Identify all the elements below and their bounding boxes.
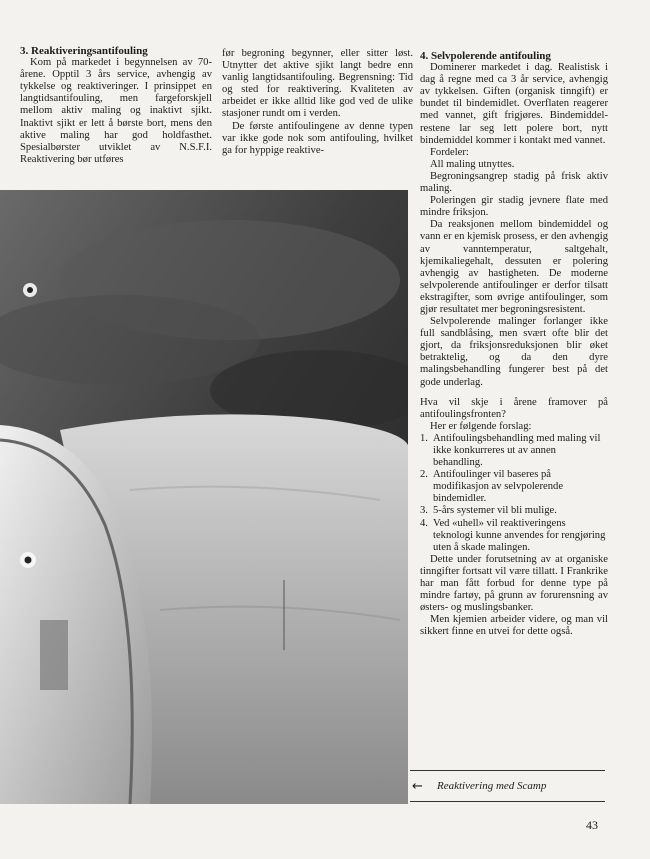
section-3-paragraph-2: De første antifoulingene av denne typen var ikke gode nok som antifouling, hvilket ga for hyppige reaktive- (222, 120, 413, 156)
future-question: Hva vil skje i årene framover på antifoulingsfronten? (420, 396, 608, 420)
fordeler-label: Fordeler: (430, 146, 469, 158)
column-left (20, 45, 212, 166)
section-4-paragraph-2: Da reaksjonen mellom bindemiddel og vann er en kjemisk prosess, er den avhengig av vanntemperatur, saltgehalt, kjemikaliegehalt, dessuten er polering avhengig av hastigheten. De moderne selvpolerende antifoulinger er derfor tilsatt ekstragifter, som øvrige antifoulinger, som gjør resultatet mer begroningsresistent. (420, 219, 608, 315)
future-paragraph-1: Dette under forutsetning av at organiske tinngifter fortsatt vil være tillatt. I Frankrike har man fått forbud for denne type på mindre fartøy, på grunn av forurensning av østers- og muslingsbanker. (420, 553, 608, 614)
fordel-item: Begroningsangrep stadig på frisk aktiv maling. (420, 170, 608, 195)
page-number: 43 (586, 818, 598, 832)
column-middle (222, 48, 413, 157)
forecast-item: 4. Ved «uhell» vil reaktiveringens teknologi kunne anvendes for rengjøring uten å skade malingen. (420, 517, 606, 553)
section-4-paragraph-3: Selvpolerende malinger forlanger ikke full sandblåsing, men svært ofte blir det gjort, da friksjonsreduksjonen blir øket betraktelig, og da den dyre malingsbehandling fungerer best på det gode underlag. (420, 316, 608, 388)
section-3-paragraph-1-continued: før begroning begynner, eller sitter løst. Utnytter det aktive sjikt langt bedre enn vanlig langtidsantifouling. Begrensning: Tid og sted for reaktivering. Kvaliteten av arbeidet er ikke alltid like god ved de ulike stasjoner rundt om i verden. (222, 48, 413, 120)
forecast-item: 1. Antifoulingsbehandling med maling vil ikke konkurreres ut av annen behandling. (420, 432, 601, 469)
section-4-heading: 4. Selvpolerende antifouling (420, 50, 551, 62)
section-3-heading: 3. Reaktiveringsantifouling (20, 45, 148, 57)
section-4-paragraph-1: Dominerer markedet i dag. Realistisk i dag å regne med ca 3 år service, avhengig av tykkelsen. Giften (organisk tinngift) er bundet til bindemidlet. Overflaten reagerer med vannet, gift frigjøres. Bindemiddel-restene lar seg lett polere bort, nytt bindemiddel kommer i kontakt med vannet. (420, 62, 608, 146)
future-intro: Her er følgende forslag: (430, 420, 532, 432)
hull-cleaning-photo (0, 190, 408, 804)
fordel-item: All maling utnyttes. (430, 158, 515, 170)
future-paragraph-2: Men kjemien arbeider videre, og man vil sikkert finne en utvei for dette også. (420, 614, 608, 638)
section-3-paragraph-1: Kom på markedet i begynnelsen av 70-årene. Opptil 3 års service, avhengig av tykkelse og reaktiveringer. I prinsippet en langtidsantifouling, men fargeforskjell mellom aktiv maling og inaktivt sjikt. Inaktivt sjikt er lett å børste bort, mens den aktive maling har god holdfasthet. Spesialbørster utviklet av N.S.F.I. Reaktivering bør utføres (20, 57, 212, 165)
forecast-list (420, 433, 608, 554)
forecast-item: 2. Antifoulinger vil baseres på modifikasjon av selvpolerende bindemidler. (420, 469, 564, 505)
arrow-left-icon: ← (412, 779, 423, 794)
column-right (420, 50, 608, 639)
caption-text: Reaktivering med Scamp (437, 780, 547, 792)
fordel-item: Poleringen gir stadig jevnere flate med mindre friksjon. (420, 195, 608, 219)
forecast-item: 3. 5-års systemer vil bli mulige. (420, 505, 557, 517)
photo-caption (410, 770, 605, 802)
